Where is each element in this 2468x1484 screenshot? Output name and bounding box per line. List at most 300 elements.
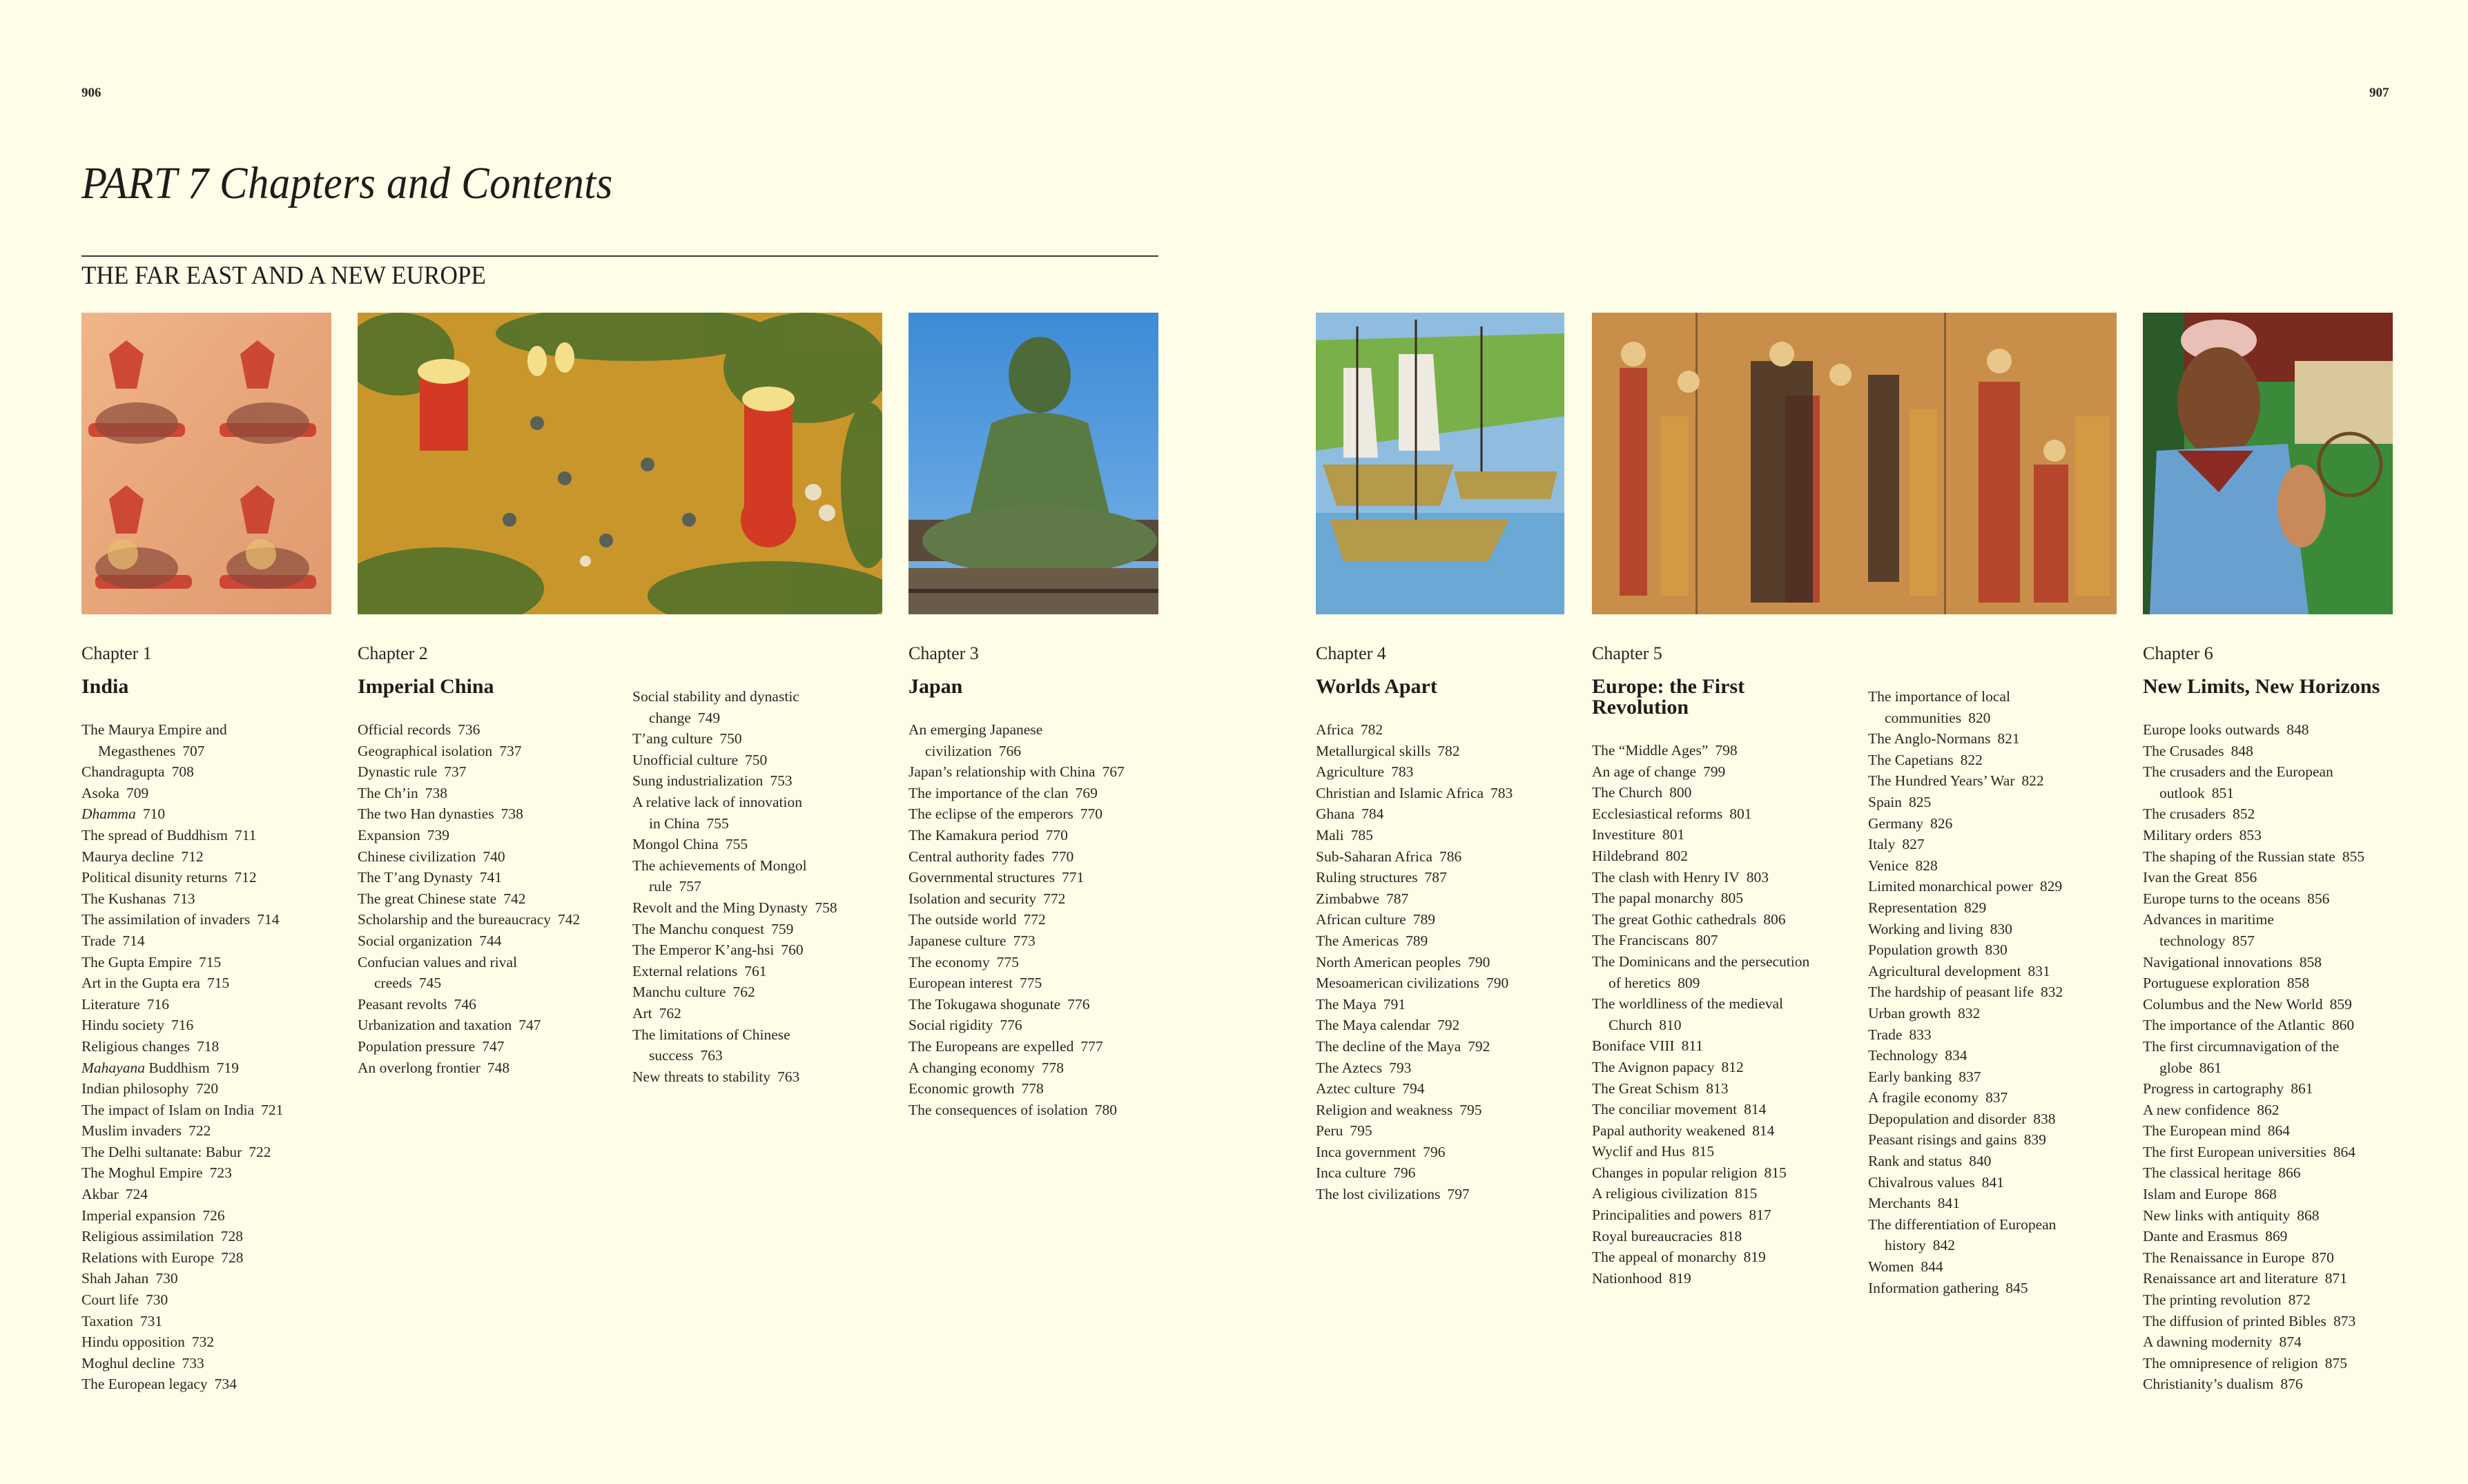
toc-entry xyxy=(358,867,620,888)
entry-title: The Hundred Years’ War xyxy=(1868,772,2015,790)
entry-title: Japanese culture xyxy=(909,932,1007,949)
page-ref: 787 xyxy=(1424,869,1447,886)
page-ref: 812 xyxy=(1721,1058,1744,1075)
toc-entry xyxy=(632,961,895,982)
toc-entry xyxy=(2143,1374,2433,1395)
toc-entry xyxy=(2143,846,2433,868)
chapter-title-line: Revolution xyxy=(1592,696,1689,719)
toc-entry xyxy=(2143,1331,2433,1353)
page-ref: 815 xyxy=(1735,1185,1758,1202)
entry-title: The Franciscans xyxy=(1592,932,1689,949)
entry-title: The Moghul Empire xyxy=(81,1164,203,1182)
page-ref: 724 xyxy=(125,1186,148,1203)
toc-entry xyxy=(1316,1142,1578,1163)
toc-entry xyxy=(1868,876,2130,897)
page-ref: 866 xyxy=(2278,1164,2301,1182)
entry-title: Hildebrand xyxy=(1592,847,1659,864)
page-ref: 730 xyxy=(155,1270,178,1287)
section-title: THE FAR EAST AND A NEW EUROPE xyxy=(81,262,486,290)
entry-title: Akbar xyxy=(81,1186,119,1203)
entry-title-continued: in China xyxy=(649,814,700,832)
entry-title: New threats to stability xyxy=(632,1068,771,1085)
entry-title: Inca government xyxy=(1316,1143,1417,1160)
page-ref: 794 xyxy=(1402,1080,1425,1097)
toc-entry xyxy=(1592,1120,1854,1142)
entry-title: Navigational innovations xyxy=(2143,953,2293,970)
toc-entry xyxy=(358,761,620,783)
toc-entry xyxy=(1316,1120,1578,1142)
page-ref: 829 xyxy=(2039,878,2063,895)
toc-entry xyxy=(2143,825,2433,846)
toc-entry xyxy=(358,888,620,910)
toc-entry xyxy=(1868,1109,2130,1130)
toc-entry xyxy=(358,994,620,1015)
entry-title: Asoka xyxy=(81,784,119,801)
entry-title: The European mind xyxy=(2143,1122,2261,1140)
toc-entry xyxy=(358,1015,620,1036)
entry-title: T’ang culture xyxy=(632,730,713,748)
entry-title: Papal authority weakened xyxy=(1592,1122,1746,1139)
page-ref: 855 xyxy=(2342,848,2365,865)
page-ref: 741 xyxy=(479,869,503,886)
page-ref: 742 xyxy=(557,911,581,928)
page-ref: 748 xyxy=(487,1059,510,1076)
entry-title-continued: Church xyxy=(1609,1016,1653,1033)
entry-title-continued: creeds xyxy=(374,975,412,992)
entry-title: The Delhi sultanate: Babur xyxy=(81,1143,242,1160)
chapter-title-line: Europe: the First xyxy=(1592,675,1745,698)
entry-title-continued: success xyxy=(649,1047,694,1064)
entry-title: Confucian values and rival xyxy=(358,953,518,970)
toc-entry xyxy=(2143,1268,2433,1289)
entry-title: Scholarship and the bureaucracy xyxy=(358,911,551,928)
toc-entry xyxy=(81,1289,344,1311)
entry-title: Depopulation and disorder xyxy=(1868,1110,2027,1127)
entry-title: The omnipresence of religion xyxy=(2143,1354,2318,1371)
entry-title: Indian philosophy xyxy=(81,1080,189,1097)
toc-entry-continuation xyxy=(358,973,620,994)
page-ref: 801 xyxy=(1662,826,1685,843)
page-ref: 851 xyxy=(2211,784,2234,801)
page-ref: 833 xyxy=(1909,1026,1932,1043)
toc-entry xyxy=(1868,750,2130,771)
toc-entry xyxy=(632,897,895,919)
entry-title: The papal monarchy xyxy=(1592,890,1714,907)
toc-entry xyxy=(1592,1141,1854,1162)
entry-title: European interest xyxy=(909,975,1013,992)
entry-title: A fragile economy xyxy=(1868,1089,1979,1106)
page-ref: 806 xyxy=(1763,910,1786,928)
page-ref: 722 xyxy=(249,1143,271,1160)
entry-list xyxy=(909,719,1171,1120)
toc-entry-continuation xyxy=(1592,1015,1854,1036)
chapter-column-4 xyxy=(1316,642,1578,1205)
page-ref: 738 xyxy=(425,784,448,801)
page-ref: 713 xyxy=(173,890,195,907)
toc-entry xyxy=(81,1036,344,1057)
toc-entry xyxy=(1868,982,2130,1003)
toc-entry xyxy=(1316,888,1578,910)
page-ref: 791 xyxy=(1383,995,1406,1013)
entry-title: Economic growth xyxy=(909,1080,1015,1097)
page-ref: 715 xyxy=(199,953,222,970)
entry-title: The conciliar movement xyxy=(1592,1101,1738,1118)
toc-entry xyxy=(81,1331,344,1353)
toc-entry-continuation xyxy=(2143,783,2433,804)
toc-entry xyxy=(1592,888,1854,909)
entry-title: The classical heritage xyxy=(2143,1164,2272,1182)
page-ref: 842 xyxy=(1932,1237,1955,1254)
toc-entry xyxy=(1592,1247,1854,1268)
entry-title: The Crusades xyxy=(2143,742,2224,759)
page-ref: 719 xyxy=(216,1059,239,1076)
toc-entry xyxy=(1316,994,1578,1015)
entry-title: The T’ang Dynasty xyxy=(358,869,473,886)
entry-title: An emerging Japanese xyxy=(909,721,1043,738)
entry-title: Moghul decline xyxy=(81,1354,175,1371)
entry-title: A religious civilization xyxy=(1592,1185,1729,1202)
entry-title: Columbus and the New World xyxy=(2143,995,2323,1013)
toc-entry xyxy=(632,686,895,707)
entry-title: The decline of the Maya xyxy=(1316,1037,1461,1055)
page-ref: 775 xyxy=(996,953,1019,970)
image-china xyxy=(358,313,882,614)
entry-title: African culture xyxy=(1316,911,1406,928)
toc-entry xyxy=(632,982,895,1003)
page-ref: 715 xyxy=(206,975,230,992)
entry-title: Nationhood xyxy=(1592,1269,1662,1287)
toc-entry xyxy=(1592,1183,1854,1204)
page-ref: 822 xyxy=(2021,772,2044,790)
chapter-label: Chapter 2 xyxy=(358,643,428,663)
entry-list xyxy=(2143,719,2433,1395)
page-ref: 716 xyxy=(146,995,170,1013)
chapter-title: Japan xyxy=(909,675,963,698)
entry-title: Political disunity returns xyxy=(81,869,228,886)
page-ref: 736 xyxy=(458,721,480,738)
entry-title: Art in the Gupta era xyxy=(81,975,200,992)
toc-entry xyxy=(2143,761,2433,783)
chapter-title xyxy=(1592,676,1854,718)
toc-entry xyxy=(2143,1162,2433,1184)
toc-entry xyxy=(1316,761,1578,783)
toc-entry xyxy=(358,741,620,762)
page-ref: 819 xyxy=(1669,1269,1691,1287)
page-ref: 862 xyxy=(2257,1101,2280,1118)
entry-title: A relative lack of innovation xyxy=(632,793,802,810)
page-ref: 784 xyxy=(1361,806,1384,823)
page-ref: 815 xyxy=(1691,1143,1715,1160)
page-ref: 845 xyxy=(2005,1279,2028,1296)
entry-title: Ivan the Great xyxy=(2143,869,2228,886)
page-ref: 747 xyxy=(518,1017,541,1034)
entry-title: The Gupta Empire xyxy=(81,953,193,970)
toc-entry xyxy=(2143,803,2433,825)
toc-entry xyxy=(2143,1353,2433,1374)
toc-entry xyxy=(909,888,1171,910)
page-ref: 789 xyxy=(1412,911,1435,928)
page-ref: 844 xyxy=(1921,1258,1943,1276)
page-ref: 761 xyxy=(744,962,767,979)
entry-title: Urban growth xyxy=(1868,1004,1952,1022)
page-ref: 767 xyxy=(1102,763,1125,781)
page-ref: 828 xyxy=(1915,857,1938,874)
toc-entry xyxy=(81,1078,344,1100)
toc-entry xyxy=(81,1184,344,1205)
toc-entry xyxy=(1316,1057,1578,1079)
entry-title-continued: of heretics xyxy=(1609,974,1671,991)
toc-entry xyxy=(358,825,620,846)
page-ref: 874 xyxy=(2279,1334,2302,1351)
page-ref: 819 xyxy=(1743,1249,1766,1266)
page-ref: 861 xyxy=(2199,1059,2222,1076)
toc-entry xyxy=(909,825,1171,846)
toc-entry xyxy=(81,1247,344,1269)
page-ref: 848 xyxy=(2286,721,2309,738)
page-ref: 871 xyxy=(2324,1270,2347,1287)
entry-title-continued: change xyxy=(649,709,691,726)
page-ref: 750 xyxy=(745,751,768,768)
page-ref: 809 xyxy=(1678,974,1700,991)
entry-title: An age of change xyxy=(1592,763,1697,780)
toc-entry xyxy=(632,728,895,750)
page-ref: 813 xyxy=(1706,1080,1729,1097)
chapter-column-2-continued xyxy=(632,686,895,1087)
page-ref: 755 xyxy=(706,814,729,832)
entry-title-continued: civilization xyxy=(925,742,992,759)
toc-entry xyxy=(81,994,344,1015)
entry-title: Japan’s relationship with China xyxy=(909,763,1096,781)
toc-entry xyxy=(81,1311,344,1332)
page-ref: 799 xyxy=(1703,763,1726,780)
page-ref: 875 xyxy=(2324,1354,2347,1371)
entry-title: Mali xyxy=(1316,826,1344,843)
toc-entry-continuation xyxy=(632,707,895,729)
entry-title: Europe turns to the oceans xyxy=(2143,890,2301,907)
entry-title: The limitations of Chinese xyxy=(632,1026,790,1043)
page-ref: 714 xyxy=(122,932,145,949)
toc-entry xyxy=(632,1003,895,1024)
entry-title: Peru xyxy=(1316,1122,1343,1140)
entry-title-continued: communities xyxy=(1885,709,1962,726)
entry-title: The two Han dynasties xyxy=(358,806,494,823)
entry-title: Official records xyxy=(358,721,451,738)
page-ref: 857 xyxy=(2232,932,2255,949)
entry-title: Information gathering xyxy=(1868,1279,1999,1296)
entry-title-continued: history xyxy=(1885,1237,1926,1254)
toc-entry xyxy=(81,1120,344,1142)
toc-entry xyxy=(1868,792,2130,813)
page-ref: 720 xyxy=(195,1080,219,1097)
entry-title: Technology xyxy=(1868,1047,1939,1064)
entry-title: Rank and status xyxy=(1868,1153,1963,1170)
entry-title: Imperial expansion xyxy=(81,1207,196,1224)
entry-title: Christianity’s dualism xyxy=(2143,1376,2274,1393)
page-ref: 738 xyxy=(501,806,523,823)
toc-entry xyxy=(1592,782,1854,803)
toc-entry xyxy=(909,973,1171,994)
toc-entry xyxy=(2143,1120,2433,1142)
toc-entry xyxy=(2143,909,2433,930)
page-ref: 870 xyxy=(2311,1249,2334,1266)
entry-title: Religious assimilation xyxy=(81,1228,214,1245)
entry-title: Geographical isolation xyxy=(358,742,493,759)
page-ref: 829 xyxy=(1963,899,1987,916)
page-ref: 822 xyxy=(1960,751,1983,768)
toc-entry xyxy=(632,770,895,792)
page-ref: 826 xyxy=(1930,814,1953,832)
page-ref: 766 xyxy=(998,742,1021,759)
entry-title: Sub-Saharan Africa xyxy=(1316,848,1432,865)
entry-title: Central authority fades xyxy=(909,848,1045,865)
entry-title: Boniface VIII xyxy=(1592,1037,1675,1055)
page-ref: 776 xyxy=(1000,1017,1022,1034)
toc-entry xyxy=(2143,1100,2433,1121)
entry-title: The Americas xyxy=(1316,932,1399,949)
toc-entry xyxy=(1316,1162,1578,1184)
toc-entry xyxy=(909,719,1171,741)
entry-title: The Church xyxy=(1592,784,1663,801)
page-ref: 746 xyxy=(454,995,476,1013)
entry-title-continued: rule xyxy=(649,878,672,895)
entry-title: The worldliness of the medieval xyxy=(1592,995,1784,1013)
page-ref: 872 xyxy=(2288,1291,2311,1309)
entry-title: An overlong frontier xyxy=(358,1059,480,1076)
toc-entry xyxy=(1592,867,1854,888)
toc-entry xyxy=(1868,1214,2130,1236)
page-ref: 868 xyxy=(2297,1207,2320,1224)
page-number-right: 907 xyxy=(2369,86,2389,100)
page-ref: 858 xyxy=(2299,953,2322,970)
page-ref: 782 xyxy=(1437,742,1460,759)
page-ref: 839 xyxy=(2023,1131,2046,1149)
page-ref: 818 xyxy=(1719,1227,1742,1244)
image-worlds-apart xyxy=(1316,313,1564,614)
page-ref: 801 xyxy=(1729,805,1752,822)
entry-title: The Emperor K’ang-hsi xyxy=(632,941,775,959)
page-ref: 758 xyxy=(815,899,837,916)
page-ref: 728 xyxy=(221,1249,244,1266)
entry-title: Chandragupta xyxy=(81,763,165,781)
entry-title: Manchu culture xyxy=(632,984,726,1001)
toc-entry xyxy=(1316,1078,1578,1100)
page-ref: 820 xyxy=(1968,709,1991,726)
page-ref: 797 xyxy=(1447,1186,1470,1203)
page-ref: 856 xyxy=(2307,890,2330,907)
page-ref: 790 xyxy=(1486,975,1509,992)
entry-title: Hindu society xyxy=(81,1017,165,1034)
entry-title: Maurya decline xyxy=(81,848,175,865)
page-ref: 783 xyxy=(1391,763,1414,781)
entry-title: The Maurya Empire and xyxy=(81,721,227,738)
entry-title: Aztec culture xyxy=(1316,1080,1396,1097)
toc-entry-continuation xyxy=(1592,973,1854,994)
toc-entry xyxy=(1592,909,1854,930)
toc-entry xyxy=(1316,825,1578,846)
toc-entry xyxy=(2143,1311,2433,1332)
entry-title: Urbanization and taxation xyxy=(358,1017,512,1034)
toc-entry xyxy=(358,909,620,930)
entry-title: The first European universities xyxy=(2143,1143,2326,1160)
entry-title: North American peoples xyxy=(1316,953,1461,970)
page-ref: 832 xyxy=(2041,984,2063,1001)
entry-title: Population growth xyxy=(1868,941,1979,959)
entry-title: A changing economy xyxy=(909,1059,1035,1076)
entry-title: Population pressure xyxy=(358,1037,476,1055)
page-ref: 798 xyxy=(1715,742,1738,759)
page-ref: 762 xyxy=(732,984,755,1001)
chapter-label: Chapter 6 xyxy=(2143,643,2213,663)
entry-title: The Europeans are expelled xyxy=(909,1037,1074,1055)
chapter-title: Worlds Apart xyxy=(1316,675,1437,698)
entry-title: Religion and weakness xyxy=(1316,1101,1453,1118)
entry-title: Governmental structures xyxy=(909,869,1055,886)
toc-entry xyxy=(1316,867,1578,888)
entry-title: The Kushanas xyxy=(81,890,166,907)
entry-title: The great Gothic cathedrals xyxy=(1592,910,1757,928)
entry-title: Advances in maritime xyxy=(2143,911,2274,928)
page-ref: 858 xyxy=(2286,975,2310,992)
toc-entry xyxy=(1592,1057,1854,1078)
entry-title: The crusaders xyxy=(2143,806,2226,823)
entry-title: Art xyxy=(632,1004,652,1022)
toc-entry xyxy=(1868,919,2130,940)
toc-entry xyxy=(1592,1204,1854,1226)
entry-title: The importance of local xyxy=(1868,688,2010,705)
entry-title: Ruling structures xyxy=(1316,869,1418,886)
page-ref: 728 xyxy=(220,1228,243,1245)
page-ref: 859 xyxy=(2329,995,2352,1013)
entry-title: Expansion xyxy=(358,826,420,843)
toc-entry xyxy=(81,846,344,868)
page-ref: 825 xyxy=(1908,793,1932,810)
entry-title: Mahayana Buddhism xyxy=(81,1059,210,1076)
toc-entry xyxy=(632,750,895,771)
entry-title: Taxation xyxy=(81,1312,133,1329)
toc-entry xyxy=(1868,1256,2130,1278)
page-ref: 763 xyxy=(700,1047,723,1064)
toc-entry xyxy=(81,1205,344,1227)
entry-title: Dynastic rule xyxy=(358,763,438,781)
toc-entry xyxy=(1868,1151,2130,1172)
toc-entry xyxy=(81,1162,344,1184)
toc-entry xyxy=(1868,1193,2130,1214)
entry-title: Portuguese exploration xyxy=(2143,975,2280,992)
entry-title: Social rigidity xyxy=(909,1017,993,1034)
entry-title: The first circumnavigation of the xyxy=(2143,1037,2340,1055)
entry-title: Metallurgical skills xyxy=(1316,742,1431,759)
page-ref: 732 xyxy=(191,1334,215,1351)
entry-title: The Capetians xyxy=(1868,751,1954,768)
page-ref: 739 xyxy=(427,826,450,843)
chapter-column-5 xyxy=(1592,642,1854,1289)
toc-entry-continuation xyxy=(1868,1235,2130,1256)
page-ref: 737 xyxy=(499,742,522,759)
toc-entry xyxy=(1868,813,2130,834)
entry-title: The appeal of monarchy xyxy=(1592,1249,1737,1266)
page-ref: 838 xyxy=(2033,1110,2056,1127)
toc-entry xyxy=(909,846,1171,868)
entry-title: Mesoamerican civilizations xyxy=(1316,975,1480,992)
toc-entry xyxy=(1868,1278,2130,1299)
entry-title: Inca culture xyxy=(1316,1164,1387,1182)
entry-title: Agricultural development xyxy=(1868,962,2021,979)
toc-entry xyxy=(81,1268,344,1289)
toc-entry xyxy=(909,1057,1171,1079)
toc-entry xyxy=(81,973,344,994)
part-title: PART 7 Chapters and Contents xyxy=(81,158,613,208)
page-ref: 837 xyxy=(1985,1089,2008,1106)
